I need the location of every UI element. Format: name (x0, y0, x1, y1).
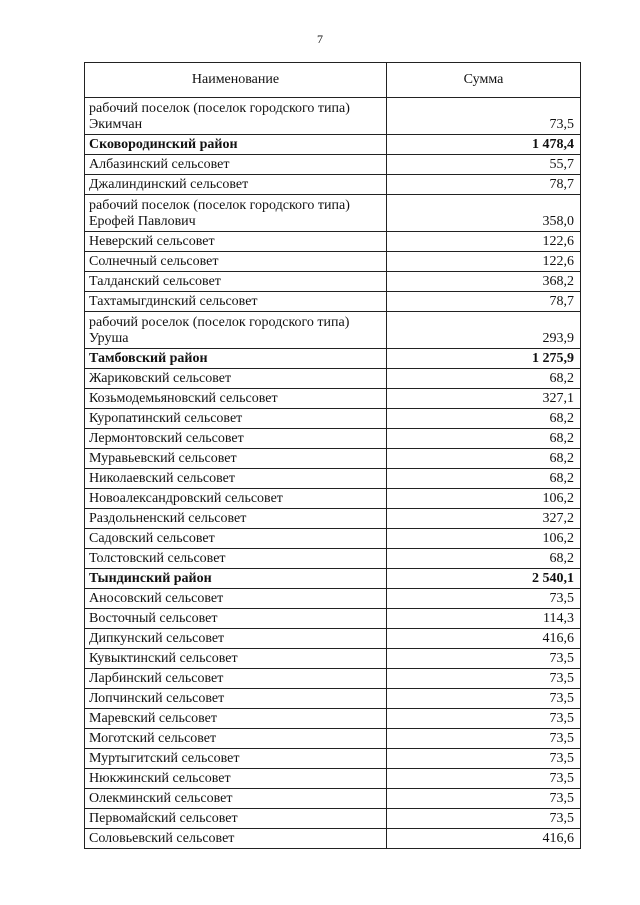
row-name: Раздольненский сельсовет (85, 509, 387, 529)
row-sum: 122,6 (387, 232, 581, 252)
district-row (85, 569, 581, 589)
table-row (85, 729, 581, 749)
row-sum: 416,6 (387, 829, 581, 849)
row-name: Неверский сельсовет (85, 232, 387, 252)
table-row (85, 449, 581, 469)
row-sum: 68,2 (387, 429, 581, 449)
table-row (85, 529, 581, 549)
table-row (85, 669, 581, 689)
row-sum: 73,5 (387, 689, 581, 709)
table-row (85, 429, 581, 449)
row-name: Джалиндинский сельсовет (85, 175, 387, 195)
table-row (85, 609, 581, 629)
table-row (85, 292, 581, 312)
row-sum: 78,7 (387, 292, 581, 312)
row-sum: 55,7 (387, 155, 581, 175)
district-row (85, 135, 581, 155)
row-sum: 416,6 (387, 629, 581, 649)
header-name: Наименование (85, 63, 387, 98)
row-name: Маревский сельсовет (85, 709, 387, 729)
table-row (85, 252, 581, 272)
row-sum: 73,5 (387, 769, 581, 789)
row-name: Талданский сельсовет (85, 272, 387, 292)
row-sum: 106,2 (387, 529, 581, 549)
row-name: Восточный сельсовет (85, 609, 387, 629)
table-row (85, 809, 581, 829)
table-row (85, 769, 581, 789)
row-name: Николаевский сельсовет (85, 469, 387, 489)
table-row (85, 469, 581, 489)
row-name: Козьмодемьяновский сельсовет (85, 389, 387, 409)
row-name: Албазинский сельсовет (85, 155, 387, 175)
row-sum: 327,1 (387, 389, 581, 409)
budget-table (84, 62, 581, 849)
row-name: Лермонтовский сельсовет (85, 429, 387, 449)
row-name: Тахтамыгдинский сельсовет (85, 292, 387, 312)
table-row (85, 489, 581, 509)
row-sum: 68,2 (387, 469, 581, 489)
row-sum: 68,2 (387, 369, 581, 389)
row-sum: 368,2 (387, 272, 581, 292)
row-sum: 73,5 (387, 669, 581, 689)
table-row (85, 312, 581, 349)
row-sum: 73,5 (387, 709, 581, 729)
row-sum: 106,2 (387, 489, 581, 509)
table-row (85, 589, 581, 609)
page-number: 7 (317, 32, 323, 46)
table-row (85, 175, 581, 195)
row-name: Кувыктинский сельсовет (85, 649, 387, 669)
table-body (85, 98, 581, 849)
row-name: Дипкунский сельсовет (85, 629, 387, 649)
row-sum: 73,5 (387, 749, 581, 769)
table-row (85, 789, 581, 809)
table-row (85, 155, 581, 175)
table-row (85, 629, 581, 649)
row-sum: 73,5 (387, 809, 581, 829)
table-row (85, 389, 581, 409)
table-row (85, 829, 581, 849)
row-name: Тамбовский район (85, 349, 387, 369)
row-sum: 68,2 (387, 549, 581, 569)
table-row (85, 749, 581, 769)
row-sum: 2 540,1 (387, 569, 581, 589)
table-header-row (85, 63, 581, 98)
row-name: рабочий поселок (поселок городского типа) Экимчан (85, 98, 387, 135)
row-name: Соловьевский сельсовет (85, 829, 387, 849)
row-name: рабочий роселок (поселок городского типа) Уруша (85, 312, 387, 349)
row-name: рабочий поселок (поселок городского типа) Ерофей Павлович (85, 195, 387, 232)
row-name: Садовский сельсовет (85, 529, 387, 549)
row-name: Моготский сельсовет (85, 729, 387, 749)
row-sum: 73,5 (387, 649, 581, 669)
table-row (85, 369, 581, 389)
row-sum: 1 275,9 (387, 349, 581, 369)
row-sum: 1 478,4 (387, 135, 581, 155)
table-row (85, 409, 581, 429)
header-sum: Сумма (387, 63, 581, 98)
table-row (85, 689, 581, 709)
row-sum: 78,7 (387, 175, 581, 195)
row-sum: 358,0 (387, 195, 581, 232)
row-sum: 122,6 (387, 252, 581, 272)
row-name: Лопчинский сельсовет (85, 689, 387, 709)
row-name: Муравьевский сельсовет (85, 449, 387, 469)
row-name: Солнечный сельсовет (85, 252, 387, 272)
row-sum: 114,3 (387, 609, 581, 629)
row-name: Тындинский район (85, 569, 387, 589)
table-row (85, 549, 581, 569)
row-sum: 68,2 (387, 409, 581, 429)
row-sum: 73,5 (387, 589, 581, 609)
row-sum: 73,5 (387, 729, 581, 749)
row-name: Толстовский сельсовет (85, 549, 387, 569)
row-name: Муртыгитский сельсовет (85, 749, 387, 769)
table-row (85, 649, 581, 669)
district-row (85, 349, 581, 369)
row-sum: 293,9 (387, 312, 581, 349)
table-row (85, 709, 581, 729)
table-row (85, 509, 581, 529)
table-row (85, 272, 581, 292)
row-name: Олекминский сельсовет (85, 789, 387, 809)
row-sum: 327,2 (387, 509, 581, 529)
row-name: Первомайский сельсовет (85, 809, 387, 829)
row-name: Новоалександровский сельсовет (85, 489, 387, 509)
row-sum: 73,5 (387, 789, 581, 809)
row-name: Нюкжинский сельсовет (85, 769, 387, 789)
row-name: Аносовский сельсовет (85, 589, 387, 609)
row-sum: 68,2 (387, 449, 581, 469)
table-row (85, 232, 581, 252)
row-name: Куропатинский сельсовет (85, 409, 387, 429)
row-sum: 73,5 (387, 98, 581, 135)
row-name: Ларбинский сельсовет (85, 669, 387, 689)
table-row (85, 195, 581, 232)
row-name: Жариковский сельсовет (85, 369, 387, 389)
row-name: Сковородинский район (85, 135, 387, 155)
table-row (85, 98, 581, 135)
